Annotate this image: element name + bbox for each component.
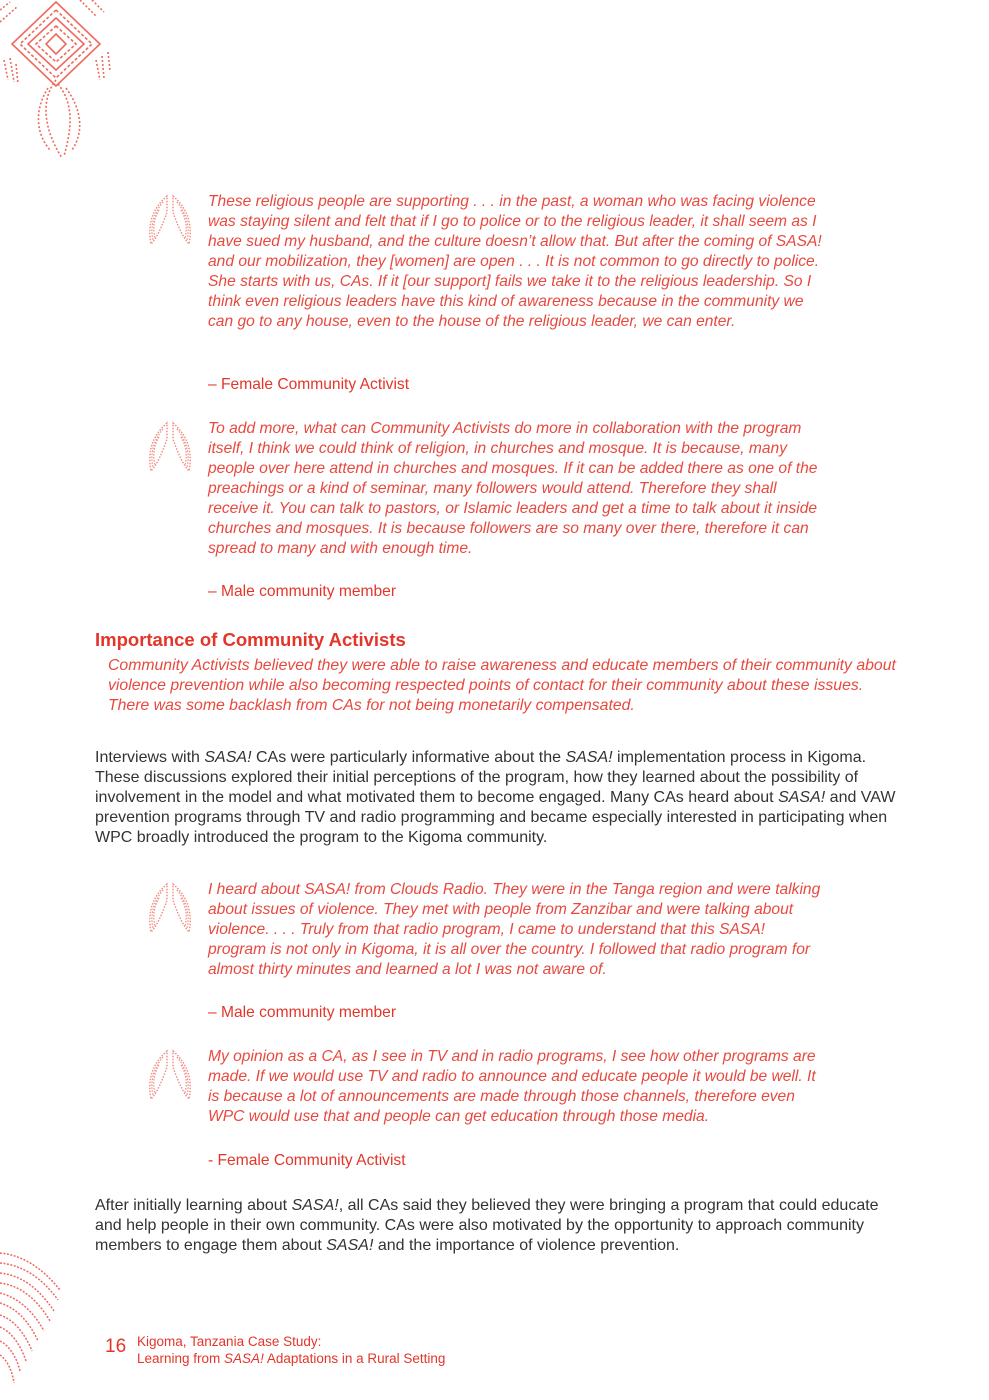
quote-block: [145, 1047, 825, 1177]
leaf-quote-icon: [145, 882, 195, 934]
quote-text: To add more, what can Community Activists do more in collaboration with the program itself, I think we could think of religion, in churches and mosque. It is because, many people over here attend in churches and mosques. If it can be added there as one of the preachings or a kind of seminar, many followers would attend. Therefore they shall receive it. You can talk to pastors, or Islamic leaders and get a time to talk about it inside churches and mosques. It is because followers are so many over there, therefore it can spread to many and with enough time.: [208, 420, 818, 557]
section-summary: Community Activists believed they were able to raise awareness and educate members of their community about violence prevention while also becoming respected points of contact for their community about these issues. There was some backlash from CAs for not being monetarily compensated.: [108, 657, 896, 714]
footer-title-line1: Kigoma, Tanzania Case Study:: [137, 1334, 322, 1349]
leaf-quote-icon: [145, 194, 195, 246]
page-number: 16: [105, 1336, 127, 1357]
quote-block: [145, 880, 825, 1025]
footer-title-line2: Learning from SASA! Adaptations in a Rural Setting: [137, 1351, 446, 1366]
quote-text: I heard about SASA! from Clouds Radio. They were in the Tanga region and were talking about issues of violence. They met with people from Zanzibar and were talking about violence. . . . Truly from that radio program, I came to understand that this SASA! program is not only in Kigoma, it is all over the country. I followed that radio program for almost thirty minutes and learned a lot I was not aware of.: [208, 881, 821, 978]
body-paragraph: Interviews with SASA! CAs were particularly informative about the SASA! implementation process in Kigoma. These discussions explored their initial perceptions of the program, how they learned about the possibility of involvement in the model and what motivated them to become engaged. Many CAs heard about SASA! and VAW prevention programs through TV and radio programming and became especially interested in participating when WPC broadly introduced the program to the Kigoma community.: [95, 749, 896, 846]
quote-text: These religious people are supporting . . . in the past, a woman who was facing violence was staying silent and felt that if I go to police or to the religious leader, it shall seem as I have sued my husband, and the culture doesn’t allow that. But after the coming of SASA! and our mobilization, they [women] are open . . . It is not common to go directly to police. She starts with us, CAs. If it [our support] fails we take it to the religious leadership. So I think even religious leaders have this kind of awareness because in the community we can go to any house, even to the house of the religious leader, we can enter.: [208, 193, 822, 330]
quote-attribution: – Male community member: [208, 583, 397, 600]
diamond-pattern-icon: [0, 0, 115, 165]
leaf-quote-icon: [145, 1049, 195, 1101]
quote-text: My opinion as a CA, as I see in TV and in radio programs, I see how other programs are made. If we would use TV and radio to announce and educate people it would be well. It is because a lot of announcements are made through those channels, therefore even WPC would use that and people can get education through those media.: [208, 1048, 816, 1125]
leaf-quote-icon: [145, 421, 195, 473]
quote-attribution: – Female Community Activist: [208, 376, 410, 393]
body-paragraph: After initially learning about SASA!, all CAs said they believed they were bringing a program that could educate and help people in their own community. CAs were also motivated by the opportunity to approach community members to engage them about SASA! and the importance of violence prevention.: [95, 1197, 879, 1254]
section-heading: Importance of Community Activists: [95, 629, 406, 650]
quote-attribution: - Female Community Activist: [208, 1152, 406, 1169]
quote-attribution: – Male community member: [208, 1004, 397, 1021]
quote-block: [145, 419, 825, 604]
wave-lines-icon: [0, 1245, 80, 1400]
quote-block: [145, 192, 825, 397]
